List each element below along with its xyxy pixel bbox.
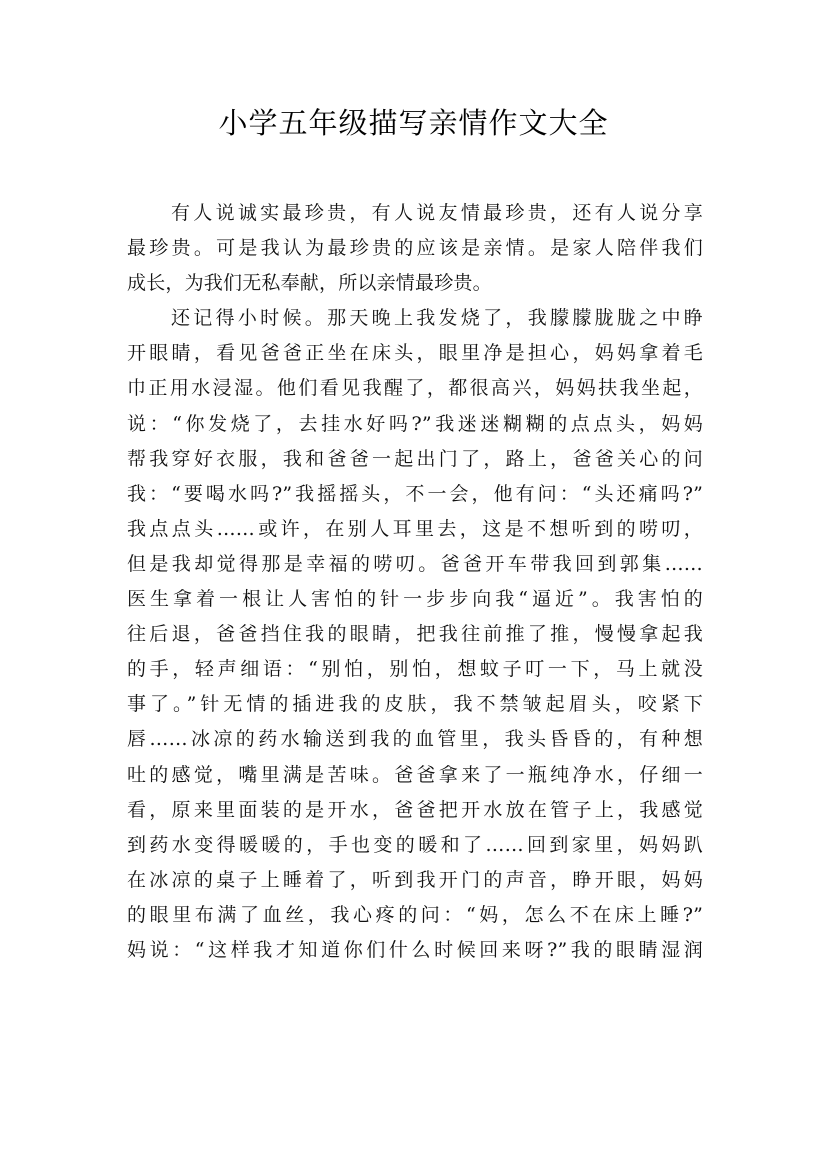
paragraph-2-line-19: 妈说：“这样我才知道你们什么时候回来呀?”我的眼睛湿润 [127, 938, 703, 961]
paragraph-1-line-1: 有人说诚实最珍贵，有人说友情最珍贵，还有人说分享 [171, 202, 703, 224]
paragraph-2-line-1: 还记得小时候。那天晚上我发烧了，我朦朦胧胧之中睁 [171, 307, 703, 330]
paragraph-2-line-4: 说：“你发烧了，去挂水好吗?”我迷迷糊糊的点点头，妈妈 [127, 412, 703, 435]
document-body [127, 196, 703, 968]
paragraph-2-line-6: 我：“要喝水吗?”我摇摇头，不一会，他有问：“头还痛吗?” [127, 482, 703, 505]
paragraph-2-line-10: 往后退，爸爸挡住我的眼睛，把我往前推了推，慢慢拿起我 [127, 623, 703, 646]
paragraph-2-line-5: 帮我穿好衣服，我和爸爸一起出门了，路上，爸爸关心的问 [127, 447, 703, 470]
paragraph-1-line-3: 成长，为我们无私奉献，所以亲情最珍贵。 [127, 272, 492, 295]
paragraph-2-line-14: 吐的感觉，嘴里满是苦味。爸爸拿来了一瓶纯净水，仔细一 [127, 763, 703, 786]
paragraph-2-line-15: 看，原来里面装的是开水，爸爸把开水放在管子上，我感觉 [127, 798, 703, 821]
paragraph-2-line-12: 事了。”针无情的插进我的皮肤，我不禁皱起眉头，咬紧下 [127, 693, 703, 716]
paragraph-2-line-3: 巾正用水浸湿。他们看见我醒了，都很高兴，妈妈扶我坐起， [127, 377, 703, 400]
paragraph-2-line-16: 到药水变得暖暖的，手也变的暖和了……回到家里，妈妈趴 [127, 833, 703, 856]
paragraph-1-line-2: 最珍贵。可是我认为最珍贵的应该是亲情。是家人陪伴我们 [127, 237, 703, 260]
paragraph-2-line-8: 但是我却觉得那是幸福的唠叨。爸爸开车带我回到郭集…… [127, 552, 703, 575]
paragraph-2-line-7: 我点点头……或许，在别人耳里去，这是不想听到的唠叨， [127, 517, 703, 540]
paragraph-2-line-11: 的手，轻声细语：“别怕，别怕，想蚊子叮一下，马上就没 [127, 658, 703, 681]
document-title: 小学五年级描写亲情作文大全 [218, 106, 609, 140]
paragraph-2-line-2: 开眼睛，看见爸爸正坐在床头，眼里净是担心，妈妈拿着毛 [127, 342, 703, 365]
paragraph-2-line-17: 在冰凉的桌子上睡着了，听到我开门的声音，睁开眼，妈妈 [127, 868, 703, 891]
paragraph-2-line-13: 唇……冰凉的药水输送到我的血管里，我头昏昏的，有种想 [127, 728, 703, 751]
paragraph-2-line-18: 的眼里布满了血丝，我心疼的问：“妈，怎么不在床上睡?” [127, 903, 703, 926]
paragraph-2-line-9: 医生拿着一根让人害怕的针一步步向我“逼近”。我害怕的 [127, 588, 703, 611]
